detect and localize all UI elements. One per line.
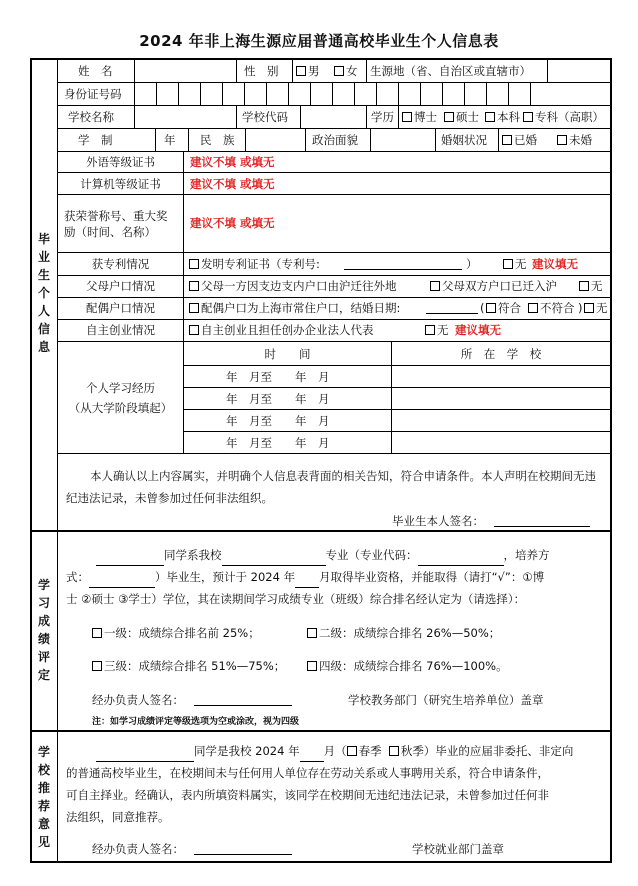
checkbox-patent-none[interactable]: 无	[503, 257, 527, 271]
label-rec-handler: 经办负责人签名：	[92, 842, 184, 856]
checkbox-not-meet[interactable]: 不符合	[528, 301, 575, 315]
rec-line1-c: ）毕业的应届非委托、非定向	[423, 744, 574, 758]
side-label-char: 绩	[37, 632, 50, 646]
spouse-paren-open: (	[480, 301, 485, 315]
checkbox-female[interactable]: 女	[334, 64, 358, 78]
rec-line3: 可自主择业。经确认，表内所填资料属实，该同学在校期间无违纪违法记录，未曾参加过任何非	[66, 788, 549, 802]
label-language-cert: 外语等级证书	[86, 155, 155, 169]
checkbox-level2[interactable]: 二级：成绩综合排名 26%—50%；	[307, 626, 500, 640]
header-school: 所 在 学 校	[460, 347, 542, 361]
side-label-school-recommendation	[36, 743, 52, 851]
checkbox-spouse-none[interactable]: 无	[584, 301, 608, 315]
id-digit-cell-divider	[156, 83, 157, 105]
row-line	[57, 82, 611, 83]
side-label-char: 信	[37, 322, 50, 336]
side-label-char: 习	[37, 596, 50, 610]
hint-patent: 建议填无	[532, 257, 578, 271]
recommend-month-field[interactable]	[300, 749, 324, 762]
side-label-char: 定	[37, 668, 50, 682]
period-row: 年 月至 年 月	[226, 392, 330, 406]
row-line	[57, 341, 611, 342]
grade-line3: 士 ②硕士 ③学士）学位，其在读期间学习成绩专业（班级）综合排名经认定为（请选择）：	[66, 592, 526, 606]
header-time: 时 间	[264, 347, 311, 361]
frame-bottom	[30, 861, 612, 863]
side-label-grade-evaluation	[36, 576, 52, 684]
id-digit-cell-divider	[244, 83, 245, 105]
checkbox-level1[interactable]: 一级：成绩综合排名前 25%；	[92, 626, 260, 640]
side-label-char: 息	[37, 340, 50, 354]
label-study-history-note: （从大学阶段填起）	[68, 401, 173, 415]
id-digit-cell-divider	[530, 83, 531, 105]
checkbox-level3[interactable]: 三级：成绩综合排名 51%—75%；	[92, 659, 285, 673]
row-line	[57, 194, 611, 195]
row-line	[183, 409, 611, 410]
frame-top	[30, 58, 612, 60]
side-label-char: 人	[37, 304, 50, 318]
row-line	[57, 252, 611, 253]
frame-right	[610, 58, 612, 863]
id-digit-cell-divider	[442, 83, 443, 105]
id-digit-cell-divider	[486, 83, 487, 105]
col-line	[498, 128, 499, 151]
period-row: 年 月至 年 月	[226, 414, 330, 428]
side-label-char: 推	[37, 781, 50, 795]
side-label-char: 评	[37, 650, 50, 664]
side-label-char: 生	[37, 268, 50, 282]
spouse-paren-close: )	[578, 301, 583, 315]
label-student-signature: 毕业生本人签名：	[392, 514, 484, 528]
checkbox-male[interactable]: 男	[296, 64, 320, 78]
checkbox-vocational[interactable]: 专科（高职）	[523, 110, 604, 124]
section-divider-1	[30, 530, 612, 532]
checkbox-startup[interactable]: 自主创业且担任创办企业法人代表	[189, 323, 374, 337]
grade-line2-c: 月取得毕业资格，并能取得（请打“√”：①博	[319, 570, 545, 584]
hint-startup: 建议填无	[455, 323, 501, 337]
frame-left	[30, 58, 32, 863]
rec-handler-signature-field[interactable]	[194, 842, 292, 855]
label-computer-cert: 计算机等级证书	[80, 177, 161, 191]
label-marital: 婚姻状况	[441, 133, 487, 147]
row-line	[57, 453, 611, 454]
col-line	[366, 59, 367, 82]
checkbox-spring[interactable]: 春季	[347, 744, 382, 758]
label-political: 政治面貌	[312, 133, 358, 147]
row-line	[57, 319, 611, 320]
grade-line2-a: 式：	[66, 570, 89, 584]
checkbox-unmarried[interactable]: 未婚	[557, 133, 592, 147]
id-digit-cell-divider	[222, 83, 223, 105]
grade-note: 注：如学习成绩评定等级选项为空或涂改，视为四级	[92, 717, 300, 727]
label-origin: 生源地（省、自治区或直辖市）	[370, 64, 531, 78]
col-line	[305, 128, 306, 151]
marriage-date-field[interactable]	[426, 301, 478, 314]
row-line	[57, 275, 611, 276]
period-row: 年 月至 年 月	[226, 436, 330, 450]
side-label-student-info	[36, 230, 52, 356]
checkbox-parent-option1[interactable]: 父母一方因支边支内户口由沪迁往外地	[189, 279, 397, 293]
label-id-number: 身份证号码	[64, 87, 122, 101]
col-line	[547, 59, 548, 82]
id-digit-cell-divider	[200, 83, 201, 105]
rec-line4: 法组织，同意推荐。	[66, 810, 170, 824]
rec-line2: 的普通高校毕业生，在校期间未与任何用人单位存在劳动关系或人事聘用关系，符合申请条件，	[66, 766, 549, 780]
label-ethnicity: 民 族	[200, 133, 235, 147]
major-code-field[interactable]	[418, 553, 504, 566]
col-line	[183, 151, 184, 453]
side-label-char: 见	[37, 835, 50, 849]
checkbox-bachelor[interactable]: 本科	[485, 110, 520, 124]
col-line	[366, 105, 367, 128]
id-digit-cell-divider	[332, 83, 333, 105]
side-label-char: 校	[37, 763, 50, 777]
label-duration: 学 制	[78, 133, 113, 147]
side-label-char: 业	[37, 250, 50, 264]
col-line	[236, 105, 237, 128]
patent-number-field[interactable]	[344, 257, 462, 270]
checkbox-startup-none[interactable]: 无	[425, 323, 449, 337]
grade-line2-b: ）毕业生，预计于 2024 年	[155, 570, 296, 584]
label-school-code: 学校代码	[242, 110, 288, 124]
row-line	[57, 172, 611, 173]
row-line	[57, 297, 611, 298]
student-signature-field[interactable]	[494, 514, 590, 527]
side-label-char: 学	[37, 745, 50, 759]
checkbox-spouse[interactable]: 配偶户口为上海市常住户口，结婚日期:	[189, 301, 400, 315]
col-line	[155, 128, 156, 151]
student-name-field[interactable]	[96, 553, 164, 566]
col-line	[134, 59, 135, 128]
id-digit-cell-divider	[354, 83, 355, 105]
side-label-char: 成	[37, 614, 50, 628]
period-row: 年 月至 年 月	[226, 370, 330, 384]
side-label-char: 个	[37, 286, 50, 300]
patent-close-paren: ）	[466, 257, 478, 271]
graduation-month-field[interactable]	[295, 575, 319, 588]
col-line	[300, 105, 301, 128]
grade-line1-c: ，培养方	[503, 548, 550, 562]
id-digit-cell-divider	[420, 83, 421, 105]
grade-paragraph	[66, 544, 606, 610]
row-line	[183, 387, 611, 388]
col-line	[435, 128, 436, 151]
side-label-char: 学	[37, 578, 50, 592]
rec-line1-b: 月（	[323, 744, 347, 758]
label-spouse-hukou: 配偶户口情况	[86, 301, 155, 315]
label-name: 姓 名	[78, 64, 113, 78]
recommendation-paragraph	[66, 740, 606, 828]
checkbox-patent[interactable]: 发明专利证书（专利号:	[189, 257, 320, 271]
major-field[interactable]	[222, 553, 326, 566]
checkbox-autumn[interactable]: 秋季	[389, 744, 424, 758]
label-education: 学历	[371, 110, 394, 124]
hint-honors: 建议不填 或填无	[190, 216, 275, 230]
id-digit-cell-divider	[288, 83, 289, 105]
hint-language-cert: 建议不填 或填无	[190, 155, 275, 169]
col-line	[370, 128, 371, 151]
id-digit-cell-divider	[178, 83, 179, 105]
label-parent-hukou: 父母户口情况	[86, 279, 155, 293]
label-grade-handler: 经办负责人签名：	[92, 693, 184, 707]
id-digit-cell-divider	[508, 83, 509, 105]
side-label-char: 毕	[37, 232, 50, 246]
col-line	[236, 59, 237, 82]
id-digit-cell-divider	[310, 83, 311, 105]
row-line	[57, 128, 611, 129]
row-line	[57, 105, 611, 106]
training-mode-field[interactable]	[89, 575, 155, 588]
label-gender: 性 别	[244, 64, 279, 78]
checkbox-doctor[interactable]: 博士	[402, 110, 437, 124]
section-divider-2	[30, 730, 612, 732]
checkbox-level4[interactable]: 四级：成绩综合排名 76%—100%。	[307, 659, 508, 673]
label-startup: 自主创业情况	[86, 323, 155, 337]
id-digit-cell-divider	[398, 83, 399, 105]
col-line	[292, 59, 293, 82]
label-patent: 获专利情况	[91, 257, 150, 271]
grade-handler-signature-field[interactable]	[194, 693, 292, 706]
label-school-name: 学校名称	[68, 110, 114, 124]
id-digit-cell-divider	[266, 83, 267, 105]
side-label-char: 意	[37, 817, 50, 831]
checkbox-married[interactable]: 已婚	[502, 133, 537, 147]
label-grade-stamp: 学校教务部门（研究生培养单位）盖章	[348, 693, 544, 707]
col-line	[188, 128, 189, 151]
checkbox-parent-none[interactable]: 无	[579, 279, 603, 293]
col-line	[398, 105, 399, 128]
rec-line1-a: 同学是我校 2024 年	[194, 744, 300, 758]
id-digit-cell-divider	[464, 83, 465, 105]
checkbox-meet[interactable]: 符合	[486, 301, 521, 315]
row-line	[183, 365, 611, 366]
row-line	[183, 431, 611, 432]
hint-computer-cert: 建议不填 或填无	[190, 177, 275, 191]
checkbox-master[interactable]: 硕士	[444, 110, 479, 124]
label-rec-stamp: 学校就业部门盖章	[412, 842, 504, 856]
side-label-char: 荐	[37, 799, 50, 813]
grade-line1-b: 专业（专业代码：	[325, 548, 418, 562]
checkbox-parent-option2[interactable]: 父母双方户口已迁入沪	[430, 279, 557, 293]
col-line	[245, 128, 246, 151]
label-year: 年	[164, 133, 176, 147]
recommend-student-name-field[interactable]	[96, 749, 194, 762]
declaration-text: 本人确认以上内容属实，并明确个人信息表背面的相关告知，符合申请条件。本人声明在校期间无违纪违法记录，未曾参加过任何非法组织。	[66, 469, 596, 505]
id-digit-cell-divider	[376, 83, 377, 105]
label-honors: 获荣誉称号、重大奖励（时间、名称）	[64, 209, 168, 239]
grade-line1-a: 同学系我校	[164, 548, 222, 562]
form-title: 2024 年非上海生源应届普通高校毕业生个人信息表	[139, 32, 499, 50]
label-study-history: 个人学习经历	[86, 381, 155, 395]
row-line	[57, 151, 611, 152]
